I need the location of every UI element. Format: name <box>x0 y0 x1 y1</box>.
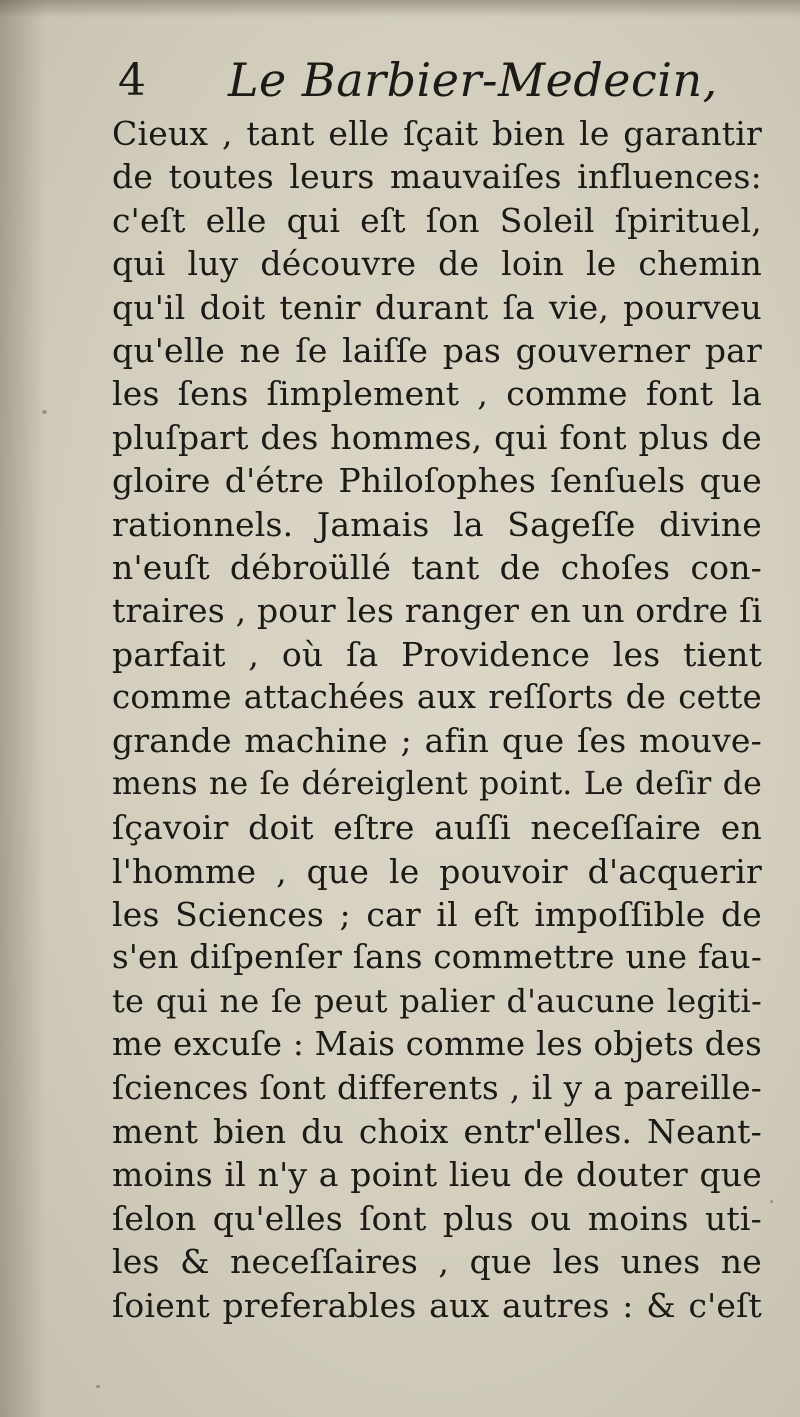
text-line: les Sciences ; car il eſt impoſſible de <box>112 895 762 935</box>
text-line: les ſens ſimplement , comme font la <box>112 374 762 414</box>
text-line: ment bien du choix entr'elles. Neant- <box>112 1111 762 1151</box>
text-line: l'homme , que le pouvoir d'acquerir <box>112 851 762 891</box>
text-line: ſoient preferables aux autres : & c'eſt <box>112 1285 762 1325</box>
text-line: n'euſt débroüllé tant de choſes con- <box>112 547 762 587</box>
paper-speck <box>770 1200 773 1203</box>
text-line: traires , pour les ranger en un ordre ſi <box>112 591 763 631</box>
text-line: de toutes leurs mauvaiſes influences: <box>112 157 762 197</box>
text-line: te qui ne ſe peut palier d'aucune legiti- <box>112 981 762 1020</box>
text-line: rationnels. Jamais la Sageſſe divine <box>112 504 762 544</box>
paper-speck <box>96 1385 100 1388</box>
text-line: grande machine ; afin que ſes mouve- <box>112 721 762 761</box>
body-text <box>112 112 762 1327</box>
text-line: comme attachées aux reſſorts de cette <box>112 678 762 717</box>
text-line: ſçavoir doit eſtre auſſi neceſſaire en <box>112 808 762 848</box>
text-line: mens ne ſe déreiglent point. Le deſir de <box>112 765 762 802</box>
text-line: c'eſt elle qui eſt ſon Soleil ſpirituel, <box>112 200 762 240</box>
text-line: gloire d'étre Philoſophes ſenſuels que <box>112 461 762 501</box>
running-title: Le Barbier-Medecin, <box>228 53 718 107</box>
paper-speck <box>42 410 47 414</box>
page-header <box>108 52 768 110</box>
text-line: ſelon qu'elles ſont plus ou moins uti- <box>112 1198 762 1238</box>
text-line: moins il n'y a point lieu de douter que <box>112 1155 762 1195</box>
text-line: qui luy découvre de loin le chemin <box>112 244 762 284</box>
spine-shadow <box>0 0 46 1417</box>
text-line: les & neceſſaires , que les unes ne <box>112 1242 762 1282</box>
text-line: pluſpart des hommes, qui font plus de <box>112 417 762 457</box>
text-line: parfait , où ſa Providence les tient <box>112 634 762 674</box>
text-line: Cieux , tant elle ſçait bien le garantir <box>112 114 762 153</box>
top-edge-shadow <box>0 0 800 18</box>
text-line: qu'elle ne ſe laiſſe pas gouverner par <box>112 330 762 370</box>
page-number: 4 <box>118 55 146 106</box>
text-line: qu'il doit tenir durant ſa vie, pourveu <box>112 287 762 327</box>
text-line: s'en diſpenſer ſans commettre une fau- <box>112 938 762 977</box>
text-line: ſciences ſont differents , il y a pareille- <box>112 1068 762 1107</box>
text-line: me excuſe : Mais comme les objets des <box>112 1025 762 1064</box>
